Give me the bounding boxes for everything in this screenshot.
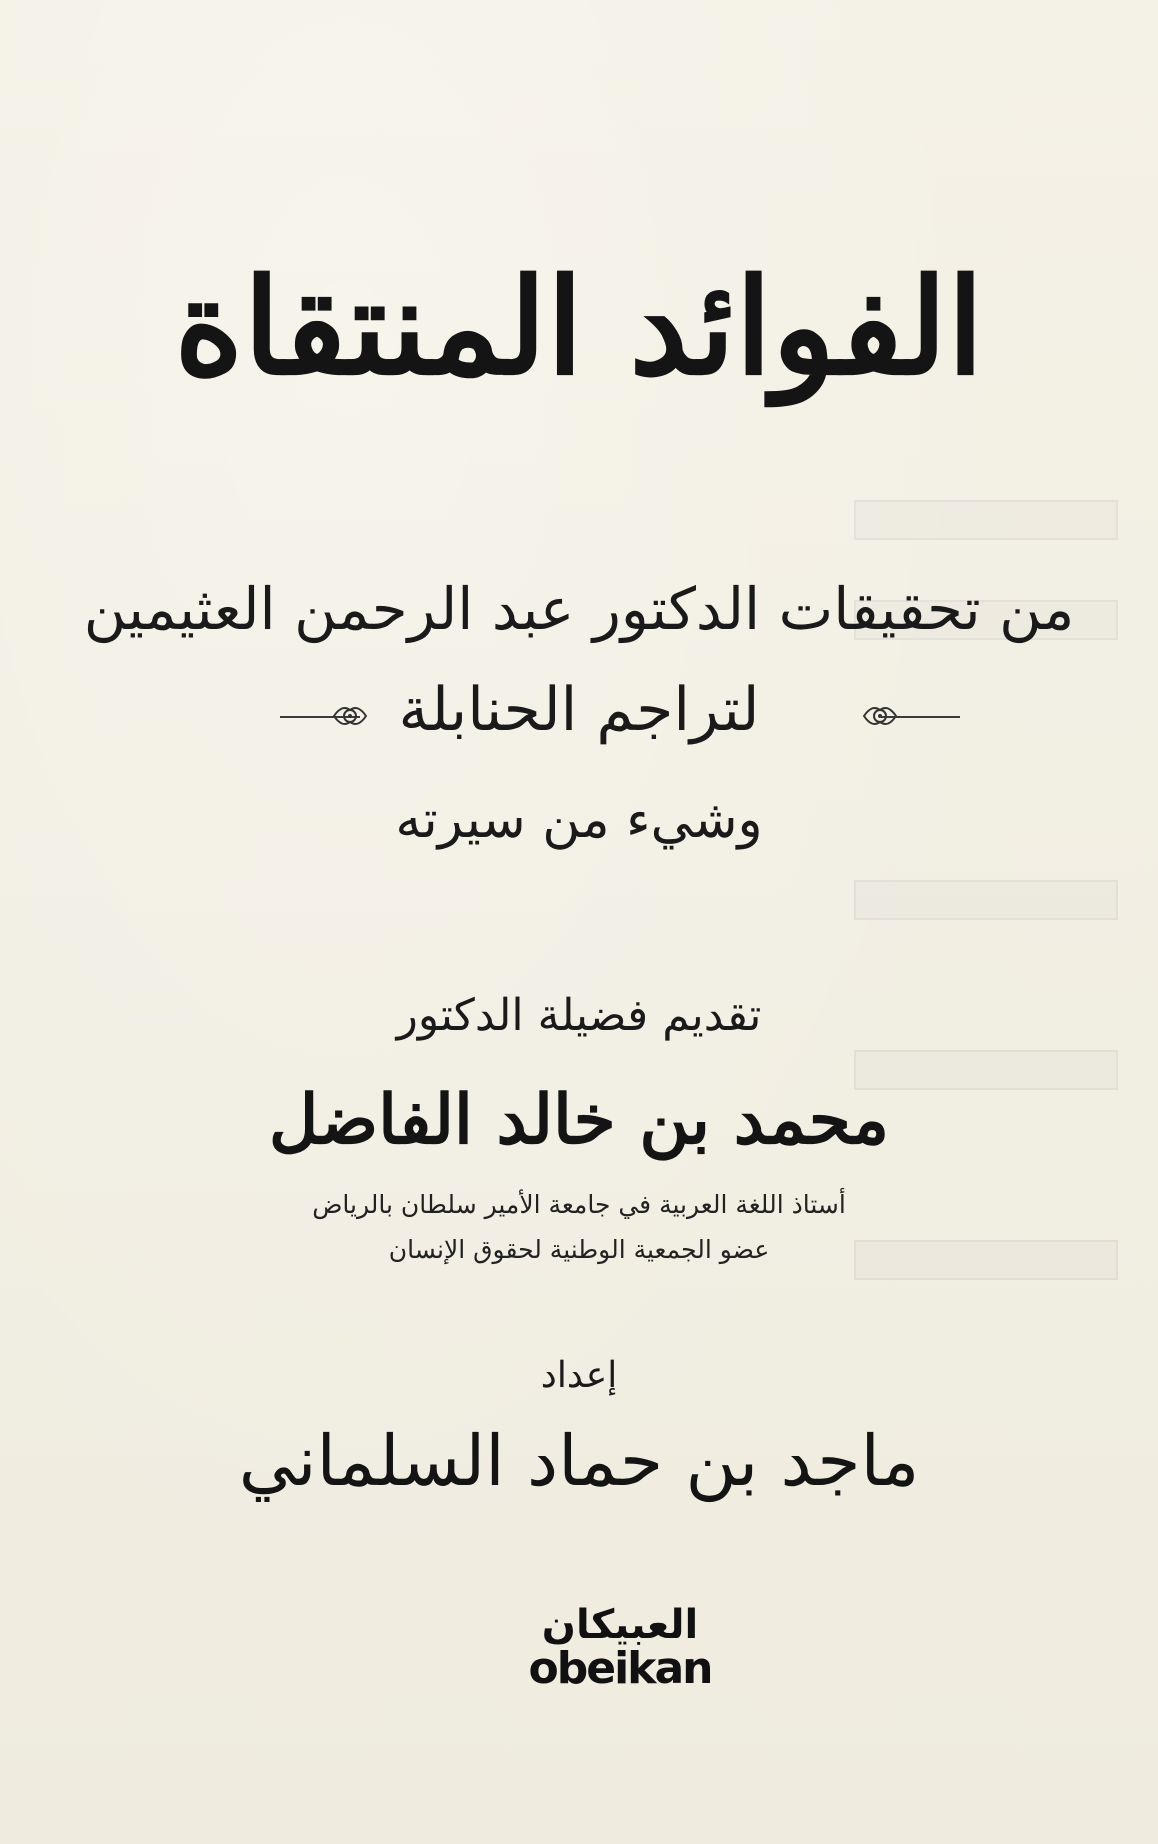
introducer-name: محمد بن خالد الفاضل [268,1080,890,1160]
bleed-through-mark [854,880,1118,920]
publisher-name-arabic: العبيكان [541,1602,699,1648]
subtitle-line-3: وشيء من سيرته [395,790,763,850]
introduction-label: تقديم فضيلة الدكتور [396,990,762,1041]
publisher-logo [520,1602,720,1715]
bleed-through-mark [854,500,1118,540]
ornament-rule-right [880,716,960,718]
book-title: الفوائد المنتقاة [174,250,984,405]
subtitle-line-1: من تحقيقات الدكتور عبد الرحمن العثيمين [83,575,1075,643]
preparation-label: إعداد [540,1355,618,1396]
introducer-position: أستاذ اللغة العربية في جامعة الأمير سلطان بالرياض [312,1190,846,1219]
subtitle-line-2: لتراجم الحنابلة [398,675,760,745]
publisher-name-latin: obeikan [528,1643,712,1694]
introducer-membership: عضو الجمعية الوطنية لحقوق الإنسان [388,1235,770,1264]
subtitle-line-2-row [0,675,1158,755]
author-name: ماجد بن حماد السلماني [238,1420,920,1502]
